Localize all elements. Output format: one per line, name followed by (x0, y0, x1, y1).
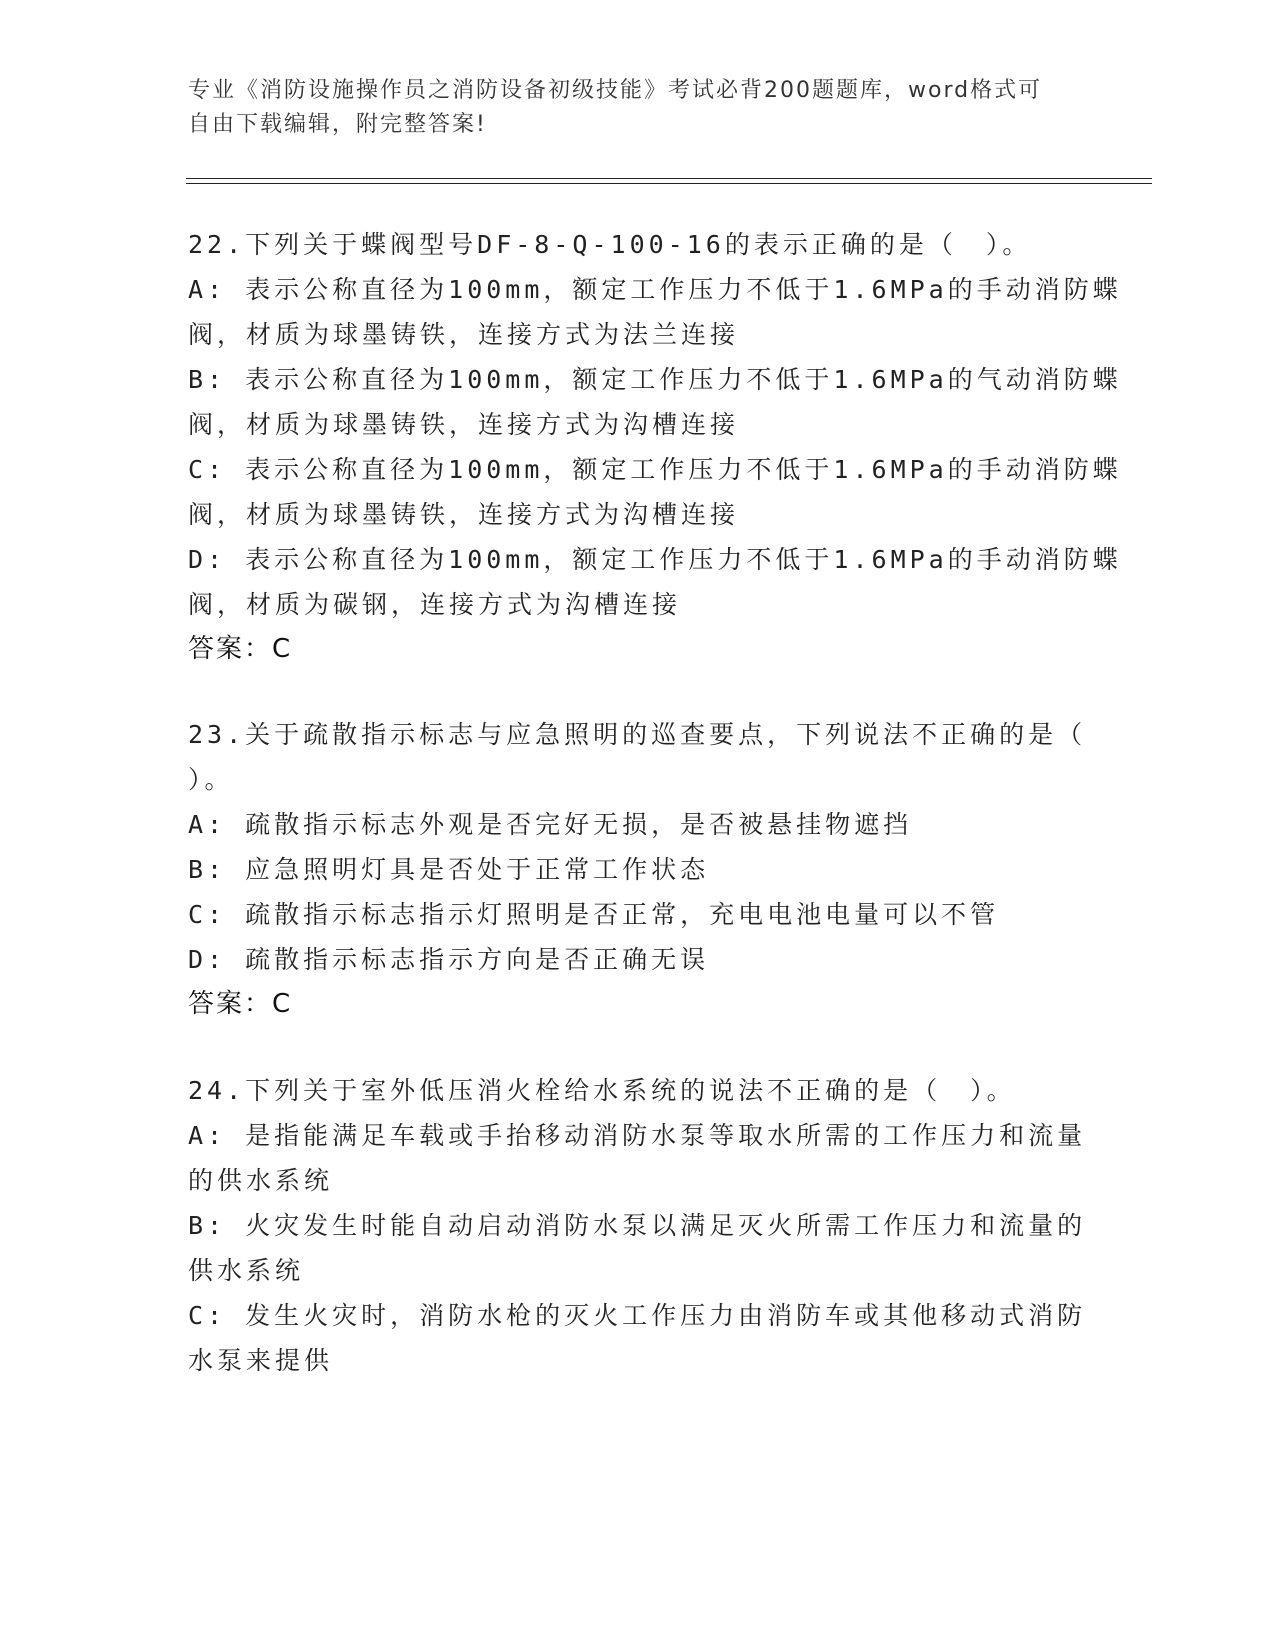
question-stem: 22.下列关于蝶阀型号DF-8-Q-100-16的表示正确的是（ ）。 (188, 230, 1032, 259)
option-c-line-1: C: 表示公称直径为100mm，额定工作压力不低于1.6MPa的手动消防蝶 (188, 455, 1122, 484)
option-c-line-2: 阀，材质为球墨铸铁，连接方式为沟槽连接 (188, 500, 740, 529)
option-b-line-2: 供水系统 (188, 1256, 305, 1285)
option-b-line-1: B: 表示公称直径为100mm，额定工作压力不低于1.6MPa的气动消防蝶 (188, 365, 1122, 394)
option-d-line-2: 阀，材质为碳钢，连接方式为沟槽连接 (188, 590, 682, 619)
option-d-line-1: D: 表示公称直径为100mm，额定工作压力不低于1.6MPa的手动消防蝶 (188, 545, 1122, 574)
header-divider-bottom (186, 183, 1152, 184)
option-c-line-2: 水泵来提供 (188, 1346, 334, 1375)
option-a-line-2: 阀，材质为球墨铸铁，连接方式为法兰连接 (188, 320, 740, 349)
header-line-1: 专业《消防设施操作员之消防设备初级技能》考试必背200题题库，word格式可 (188, 78, 1043, 103)
header-divider-top (186, 178, 1152, 179)
option-a-line-1: A: 是指能满足车载或手抬移动消防水泵等取水所需的工作压力和流量 (188, 1121, 1087, 1150)
option-c-line-1: C: 发生火灾时，消防水枪的灭火工作压力由消防车或其他移动式消防 (188, 1301, 1087, 1330)
question-stem-line-2: ）。 (188, 765, 234, 794)
answer: 答案：C (188, 634, 293, 664)
answer: 答案：C (188, 989, 293, 1019)
option-a-line-2: 的供水系统 (188, 1166, 334, 1195)
option-b-line-1: B: 火灾发生时能自动启动消防水泵以满足灭火所需工作压力和流量的 (188, 1211, 1087, 1240)
question-24 (188, 1068, 1088, 1383)
question-stem-line-1: 23.关于疏散指示标志与应急照明的巡查要点，下列说法不正确的是（ (188, 720, 1087, 749)
option-b-line-2: 阀，材质为球墨铸铁，连接方式为沟槽连接 (188, 410, 740, 439)
option-b: B: 应急照明灯具是否处于正常工作状态 (188, 855, 710, 884)
document-header (188, 74, 1088, 142)
question-22 (188, 222, 1122, 672)
option-a: A: 疏散指示标志外观是否完好无损，是否被悬挂物遮挡 (188, 810, 913, 839)
option-d: D: 疏散指示标志指示方向是否正确无误 (188, 945, 710, 974)
question-23 (188, 712, 1088, 1027)
question-stem: 24.下列关于室外低压消火栓给水系统的说法不正确的是（ ）。 (188, 1076, 1016, 1105)
option-a-line-1: A: 表示公称直径为100mm，额定工作压力不低于1.6MPa的手动消防蝶 (188, 275, 1122, 304)
option-c: C: 疏散指示标志指示灯照明是否正常，充电电池电量可以不管 (188, 900, 1000, 929)
header-line-2: 自由下载编辑，附完整答案! (188, 112, 487, 137)
